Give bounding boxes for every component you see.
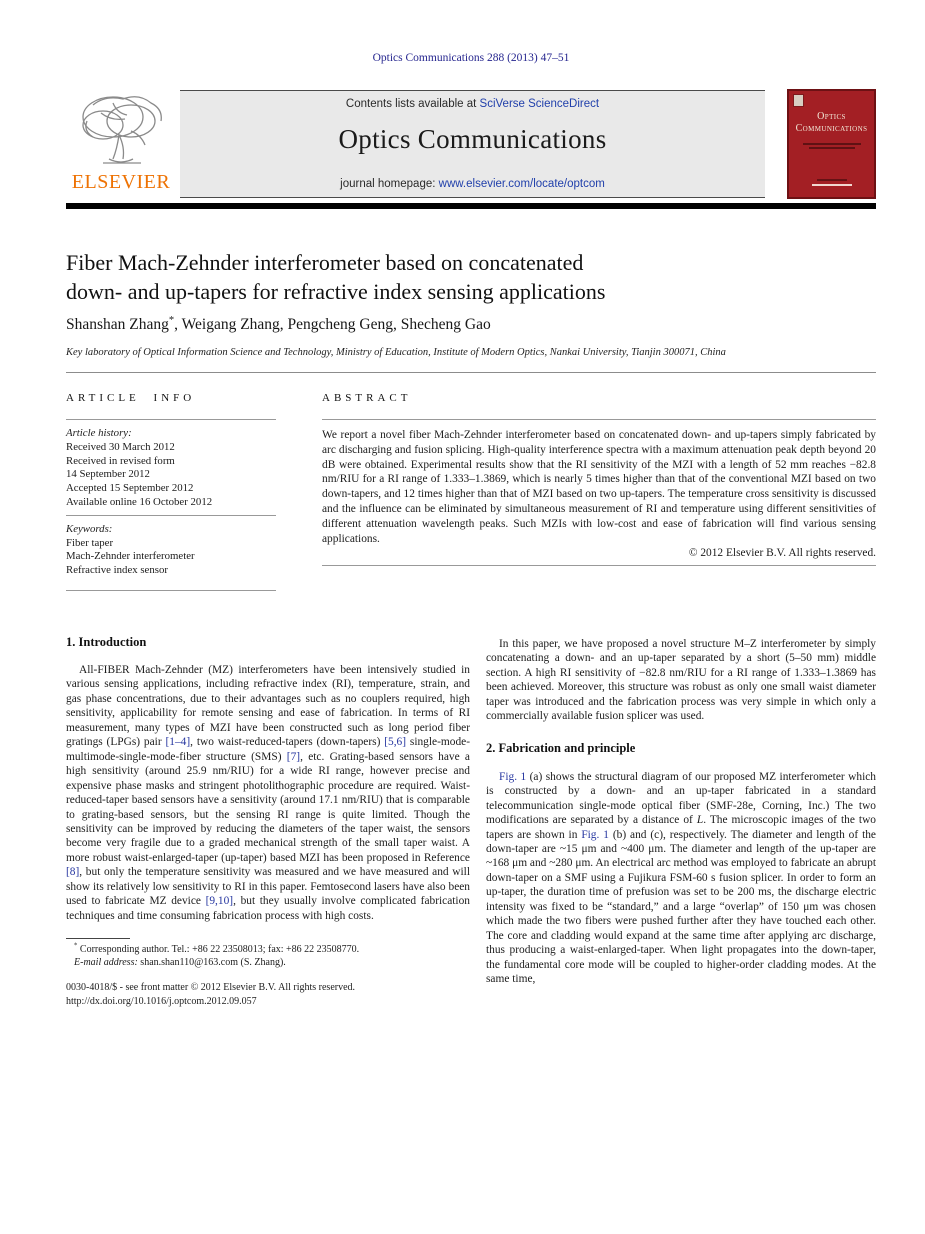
sciverse-sciencedirect-link[interactable]: SciVerse ScienceDirect: [479, 98, 600, 110]
history-line: Received 30 March 2012: [66, 440, 175, 453]
homepage-line: [180, 178, 765, 190]
doi-line[interactable]: http://dx.doi.org/10.1016/j.optcom.2012.09.057: [66, 995, 257, 1007]
keywords-block: [66, 516, 276, 578]
cover-title-line1: Optics: [817, 111, 846, 122]
abstract-column: [322, 392, 876, 591]
reference-link[interactable]: Fig. 1: [581, 828, 609, 841]
history-line: Available online 16 October 2012: [66, 495, 213, 508]
homepage-prefix: journal homepage:: [340, 178, 439, 190]
cover-subtitle-bar: [803, 143, 861, 145]
intro-heading: 1. Introduction: [66, 635, 147, 649]
imprint-block: [66, 981, 470, 1008]
reference-link[interactable]: [9,10]: [205, 895, 234, 908]
keywords-label: Keywords:: [66, 522, 113, 535]
reference-link[interactable]: [8]: [66, 866, 80, 879]
article-history-label: Article history:: [66, 427, 132, 439]
keyword-item: Mach-Zehnder interferometer: [66, 550, 195, 563]
article-info-column: [66, 392, 276, 591]
contents-prefix: Contents lists available at: [345, 98, 480, 110]
history-line: Accepted 15 September 2012: [66, 482, 194, 495]
journal-header: [66, 89, 876, 199]
contents-line: [180, 91, 765, 110]
abstract-text: We report a novel fiber Mach-Zehnder interferometer based on concatenated down- and up-tapers simply fabricated by arc discharging and fusion splicing. High-quality interference spectra with a maximum attenuation peak depth beyond 20 dB were obtained. Experimental results show that the RI sensitivity of the MZI with a length of 52 mm reaches −82.8 nm/RIU for a RI range of 1.333–1.3869, which is nearly 5 times higher than that of the conventional MZI based on two down-tapers, and 12 times higher than that of MZI based on two up-tapers. The temperature cross sensitivity is discussed and the influence can be eliminated by simultaneous measurement of RI and temperature using different sensitivities of different attenuation wavelength peaks. Such MZIs with low-cost and ease of fabrication will find various sensing applications.: [322, 429, 876, 545]
keyword-item: Fiber taper: [66, 536, 114, 549]
reference-link[interactable]: [5,6]: [384, 736, 407, 749]
email-note: [66, 956, 470, 969]
fabrication-paragraph: Fig. 1 (a) shows the structural diagram of our proposed MZ interferometer which is constructed by a down- and an up-taper fabricated in a standard telecommunication single-mode optical fiber (SMF-28e, Corning, Inc.) The two modifications are separated by a distance of L. The microscopic images of the two tapers are shown in Fig. 1 (b) and (c), respectively. The diameter and length of the down-taper are ~15 μm and ~400 μm. The diameter and length of the up-taper are ~168 μm and ~280 μm. An electrical arc method was employed to fabricate an abrupt down-taper on a SMF using a Fujikura FSM-60 s fusion splicer. In order to form an up-taper, the duration time of prefusion was set to be 200 ms, the discharge electric intensity was fixed to be “standard,” and a large “overlap” of 150 μm was chosen which made the two fibers were pushed further after they have touched each other. The core and cladding would expand at the same time after applying arc discharge, thus producing a waist-enlarged-taper. When light propagates into the down-taper, the fundamental core mode will be coupled to higher-order cladding modes. At the same time,: [486, 770, 876, 986]
paper-summary-paragraph: In this paper, we have proposed a novel structure M–Z interferometer by simply concatenating a down- and an up-taper separated by a short (5–50 mm) middle section. A high RI sensitivity of −82.8 nm/RIU for a RI range of 1.333–1.3869 has been achieved. Moreover, this structure was robust as only one small waist diameter taper was introduced and the fabrication process was very simple in which only a commercially available fusion splicer was used.: [486, 638, 876, 723]
section-rule: [66, 372, 876, 373]
email-label: E-mail address:: [74, 957, 138, 969]
reference-link[interactable]: Fig. 1: [499, 770, 527, 783]
abstract-heading: ABSTRACT: [322, 392, 412, 404]
history-line: 14 September 2012: [66, 468, 150, 481]
elsevier-logo: [66, 91, 176, 198]
article-title: [66, 248, 876, 306]
authors-line: Shanshan Zhang*, Weigang Zhang, Pengcheng Geng, Shecheng Gao: [66, 314, 491, 333]
header-divider-bar: [66, 203, 876, 209]
keyword-item: Refractive index sensor: [66, 564, 168, 577]
elsevier-wordmark: ELSEVIER: [71, 171, 171, 193]
affiliation: Key laboratory of Optical Information Science and Technology, Ministry of Education, Institute of Modern Optics, Nankai University, Tianjin 300071, China: [66, 347, 726, 358]
right-column: [486, 635, 876, 1008]
journal-title: Optics Communications: [338, 124, 607, 154]
article-title-line2: down- and up-tapers for refractive index sensing applications: [66, 279, 606, 304]
intro-paragraph: All-FIBER Mach-Zehnder (MZ) interferometers have been intensively studied in various sensing applications, including refractive index (RI), temperature, strain, and gas phase concentrations, due to their advantages such as no couplers required, high sensitivity, applicability for remote sensing and ease of fabrication. In terms of RI measurement, many types of MZI have been constructed such as long period fiber gratings (LPGs) pair [1–4], two waist-reduced-tapers (down-tapers) [5,6] single-mode-multimode-single-mode-fiber structure (SMS) [7], etc. Grating-based sensors have a high sensitivity (around 25.9 nm/RIU) for a wide RI range, however precise and expensive phase masks and stringent photolithographic procedure are required. Waist-reduced-taper based sensors have a sensitivity (around 17.1 nm/RIU) that is comparable to grating-based sensors, but the sensing RI range is quite limited. Though the sensitivity can be improved by reducing the diameters of the taper waist, the sensors become very fragile due to a graded mechanical strength of the small taper waist. A more robust waist-enlarged-taper (up-taper) based MZI has been proposed in Reference [8], but only the temperature sensitivity was measured and we have measured and will show its relatively low sensitivity to RI in this paper. Femtosecond lasers have also been used to fabricate MZ device [9,10], but they usually involve complicated fabrication techniques and time consuming fabrication process with high costs.: [66, 664, 470, 922]
cover-title-line2: Communications: [795, 123, 868, 134]
journal-cover-thumbnail: [787, 89, 876, 199]
article-history: [66, 420, 276, 510]
footnote-rule: [66, 938, 130, 939]
cover-subtitle-bar: [809, 147, 855, 149]
left-column: [66, 635, 470, 1008]
reference-link[interactable]: [1–4]: [165, 736, 191, 749]
elsevier-tree-icon: [73, 91, 169, 173]
cover-footer-bar: [817, 179, 847, 181]
email-address[interactable]: shan.shan110@163.com (S. Zhang).: [137, 957, 286, 969]
cover-title: [789, 111, 874, 135]
history-line: Received in revised form: [66, 454, 175, 467]
cover-footer-bar: [812, 184, 852, 186]
footnote-block: [66, 938, 470, 1008]
homepage-link[interactable]: www.elsevier.com/locate/optcom: [438, 178, 605, 190]
article-title-line1: Fiber Mach-Zehnder interferometer based on concatenated: [66, 250, 584, 275]
rule: [322, 565, 876, 566]
header-box: [180, 90, 765, 198]
article-info-heading: ARTICLE INFO: [66, 392, 196, 404]
fabrication-heading: 2. Fabrication and principle: [486, 740, 636, 755]
cover-emblem-icon: [793, 94, 804, 107]
corresponding-author-note: * Corresponding author. Tel.: +86 22 23508013; fax: +86 22 23508770.: [74, 942, 360, 956]
copyright-line: © 2012 Elsevier B.V. All rights reserved.: [688, 547, 876, 560]
info-abstract-row: [66, 392, 876, 591]
journal-page: [66, 0, 876, 1234]
reference-link[interactable]: [7]: [286, 750, 301, 763]
body-columns: [66, 635, 876, 1008]
page-citation: Optics Communications 288 (2013) 47–51: [372, 52, 570, 64]
issn-line: 0030-4018/$ - see front matter © 2012 Elsevier B.V. All rights reserved.: [66, 982, 356, 994]
rule: [66, 590, 276, 591]
